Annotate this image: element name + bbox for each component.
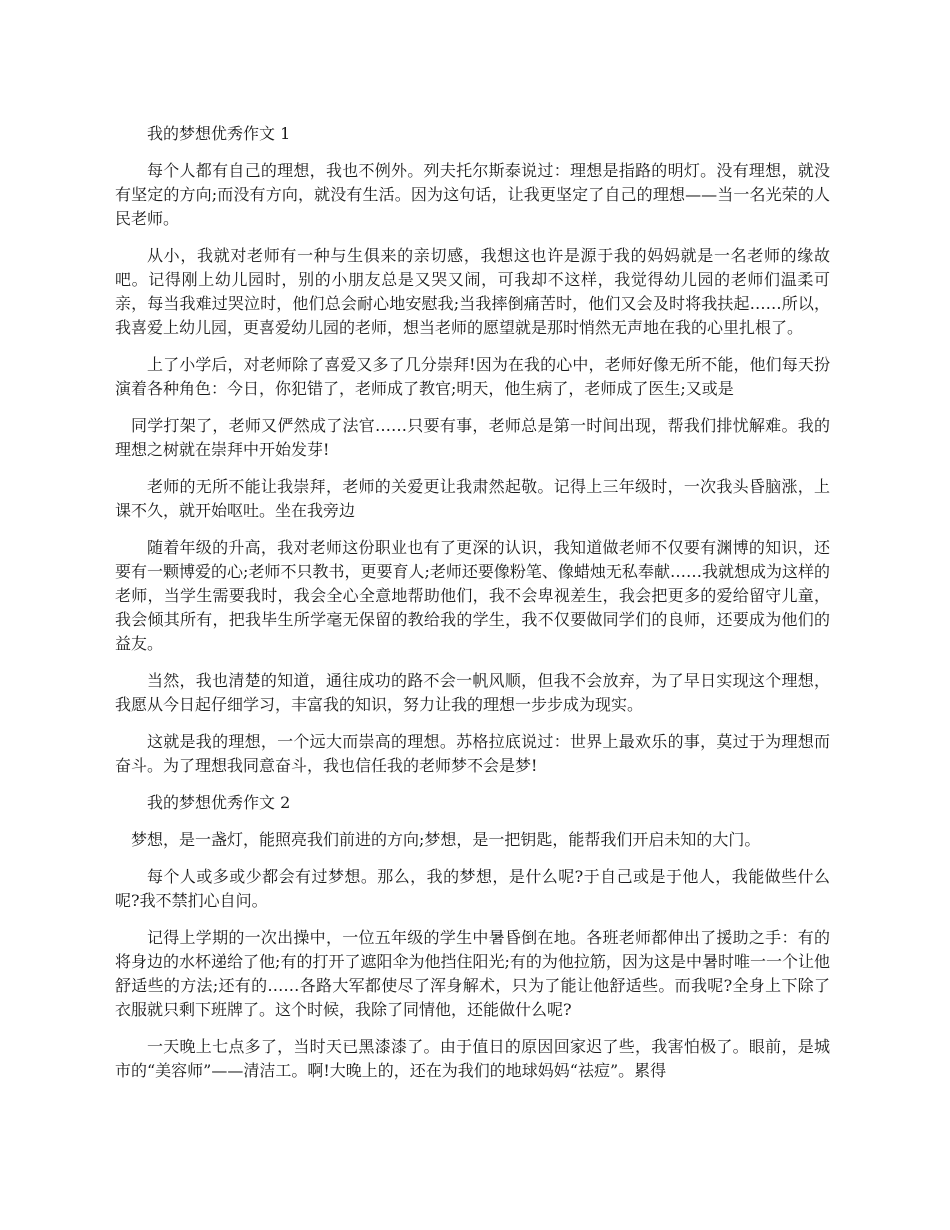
essay-2-title: 我的梦想优秀作文 2 <box>147 793 291 812</box>
essay-1-paragraph-7: 当然，我也清楚的知道，通往成功的路不会一帆风顺，但我不会放弃，为了早日实现这个理想，我愿从今日起仔细学习，丰富我的知识，努力让我的理想一步步成为现实。 <box>115 671 830 714</box>
essay-2-paragraph-3: 记得上学期的一次出操中，一位五年级的学生中暑昏倒在地。各班老师都伸出了援助之手：有的将身边的水杯递给了他;有的打开了遮阳伞为他挡住阳光;有的为他拉筋，因为这是中暑时唯一一个让他舒适些的方法;还有的……各路大军都使尽了浑身解术，只为了能让他舒适些。而我呢?全身上下除了衣服就只剩下班牌了。这个时候，我除了同情他，还能做什么呢? <box>115 928 830 1019</box>
essay-1-paragraph-2: 从小，我就对老师有一种与生俱来的亲切感，我想这也许是源于我的妈妈就是一名老师的缘故吧。记得刚上幼儿园时，别的小朋友总是又哭又闹，可我却不这样，我觉得幼儿园的老师们温柔可亲，每当我难过哭泣时，他们总会耐心地安慰我;当我摔倒痛苦时，他们又会及时将我扶起……所以，我喜爱上幼儿园，更喜爱幼儿园的老师，想当老师的愿望就是那时悄然无声地在我的心里扎根了。 <box>115 246 830 337</box>
essay-1-paragraph-5: 老师的无所不能让我崇拜，老师的关爱更让我肃然起敬。记得上三年级时，一次我头昏脑涨，上课不久，就开始呕吐。坐在我旁边 <box>115 477 830 520</box>
document-page <box>115 122 830 1083</box>
essay-1-paragraph-8: 这就是我的理想，一个远大而崇高的理想。苏格拉底说过：世界上最欢乐的事，莫过于为理想而奋斗。为了理想我同意奋斗，我也信任我的老师梦不会是梦! <box>115 732 830 775</box>
essay-1-paragraph-3: 上了小学后，对老师除了喜爱又多了几分崇拜!因为在我的心中，老师好像无所不能，他们每天扮演着各种角色：今日，你犯错了，老师成了教官;明天，他生病了，老师成了医生;又或是 <box>115 355 830 398</box>
essay-2-paragraph-1: 梦想，是一盏灯，能照亮我们前进的方向;梦想，是一把钥匙，能帮我们开启未知的大门。 <box>131 830 761 849</box>
essay-1-paragraph-1: 每个人都有自己的理想，我也不例外。列夫托尔斯泰说过：理想是指路的明灯。没有理想，就没有坚定的方向;而没有方向，就没有生活。因为这句话，让我更坚定了自己的理想——当一名光荣的人民老师。 <box>115 161 830 228</box>
essay-1-paragraph-4: 同学打架了，老师又俨然成了法官……只要有事，老师总是第一时间出现，帮我们排忧解难。我的理想之树就在崇拜中开始发芽! <box>115 416 830 459</box>
essay-2-paragraph-2: 每个人或多或少都会有过梦想。那么，我的梦想，是什么呢?于自己或是于他人，我能做些什么呢?我不禁扪心自问。 <box>115 867 830 910</box>
essay-2-paragraph-4: 一天晚上七点多了，当时天已黑漆漆了。由于值日的原因回家迟了些，我害怕极了。眼前，是城市的“美容师”——清洁工。啊!大晚上的，还在为我们的地球妈妈“祛痘”。累得 <box>115 1037 830 1080</box>
essay-1-title: 我的梦想优秀作文 1 <box>147 124 291 143</box>
essay-1-paragraph-6: 随着年级的升高，我对老师这份职业也有了更深的认识，我知道做老师不仅要有渊博的知识，还要有一颗博爱的心;老师不只教书，更要育人;老师还要像粉笔、像蜡烛无私奉献……我就想成为这样的老师，当学生需要我时，我会全心全意地帮助他们，我不会卑视差生，我会把更多的爱给留守儿童，我会倾其所有，把我毕生所学毫无保留的教给我的学生，我不仅要做同学们的良师，还要成为他们的益友。 <box>115 538 830 653</box>
